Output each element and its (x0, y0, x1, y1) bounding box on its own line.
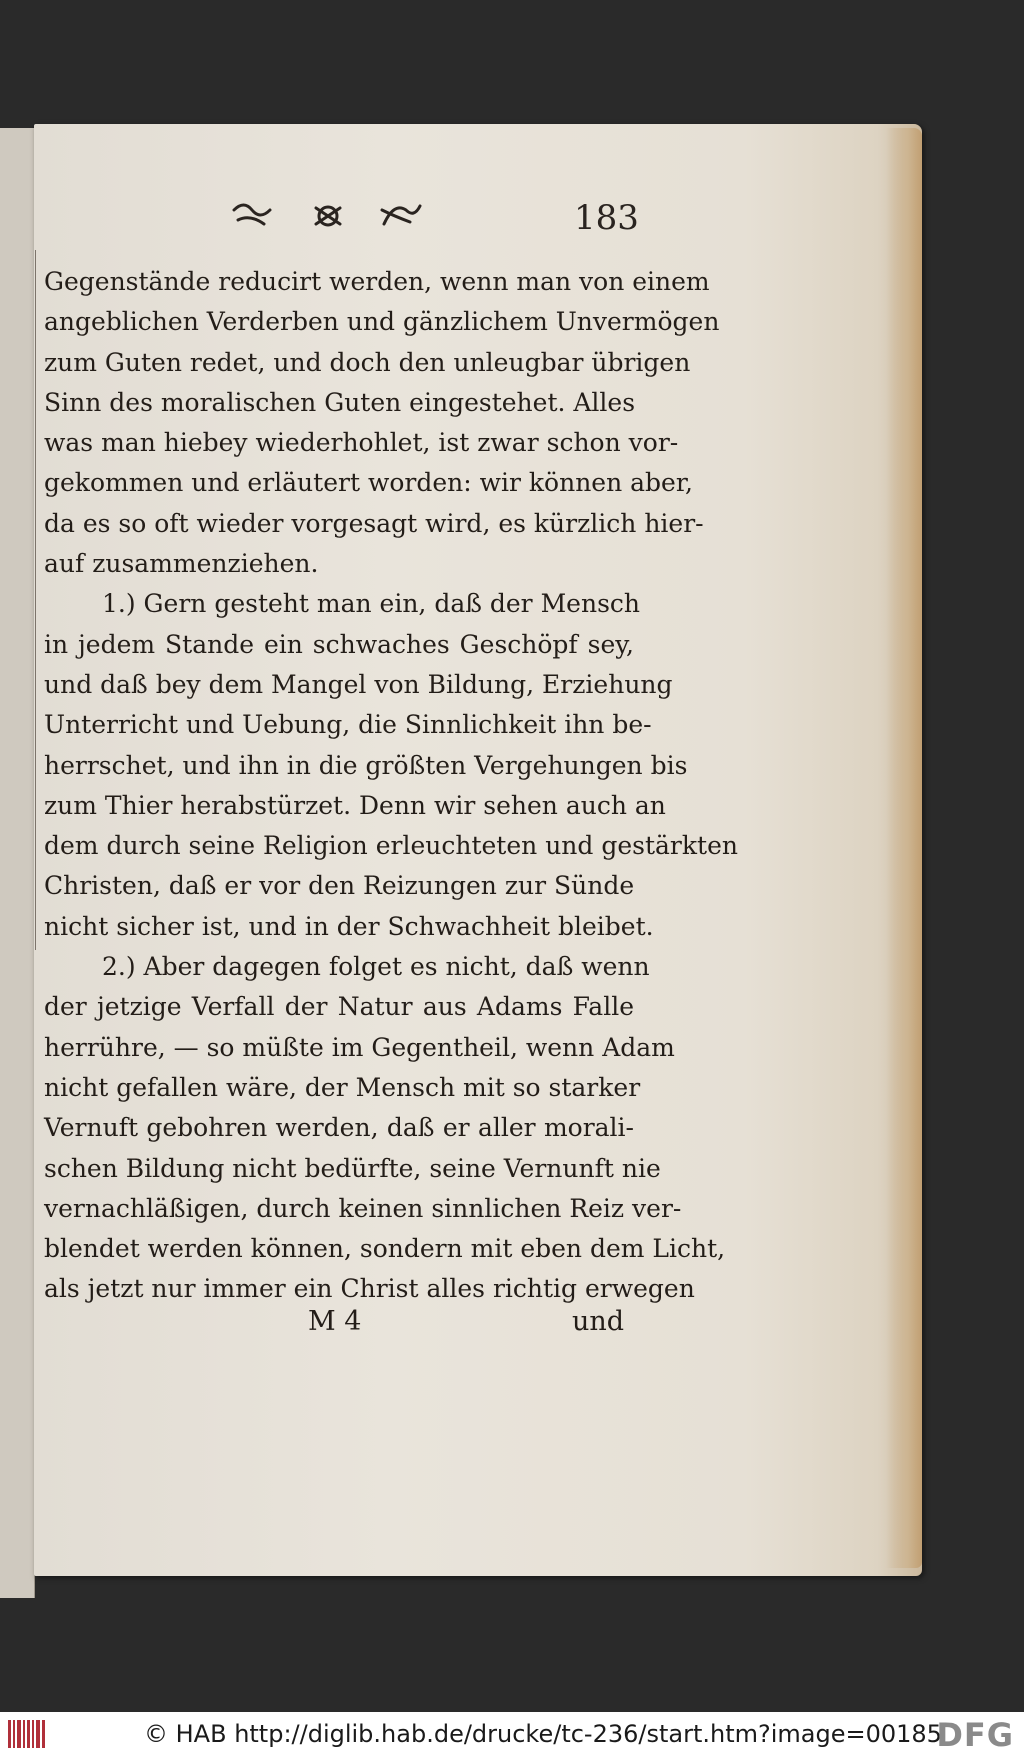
previous-page-edge (0, 128, 35, 1598)
text-line: zum Guten redet, und doch den unleugbar übrigen (44, 347, 691, 377)
text-line: und daß bey dem Mangel von Bildung, Erziehung (44, 669, 673, 699)
body-text (44, 262, 738, 1310)
text-line: 1.) Gern gesteht man ein, daß der Mensch (102, 589, 641, 619)
text-line: Christen, daß er vor den Reizungen zur Sünde (44, 871, 635, 901)
text-line: Sinn des moralischen Guten eingestehet. Alles (44, 387, 636, 417)
text-line: nicht sicher ist, und in der Schwachheit bleibet. (44, 911, 654, 941)
barcode-logo-icon (8, 1720, 46, 1748)
text-line: angeblichen Verderben und gänzlichem Unvermögen (44, 307, 720, 337)
text-line: 2.) Aber dagegen folget es nicht, daß wenn (102, 952, 650, 982)
text-line: in jedem Stande ein schwaches Geschöpf sey, (44, 629, 634, 659)
text-line: vernachläßigen, durch keinen sinnlichen Reiz ver- (44, 1193, 682, 1223)
ornament-icon (224, 196, 424, 236)
text-line: zum Thier herabstürzet. Denn wir sehen auch an (44, 790, 666, 820)
text-line: Unterricht und Uebung, die Sinnlichkeit ihn be- (44, 710, 652, 740)
margin-rule (35, 250, 36, 950)
text-line: Vernuft gebohren werden, daß er aller morali- (44, 1113, 634, 1143)
text-line: schen Bildung nicht bedürfte, seine Vernunft nie (44, 1153, 661, 1183)
signature-mark: M 4 (308, 1306, 362, 1337)
dfg-logo: DFG (936, 1716, 1014, 1754)
text-line: gekommen und erläutert worden: wir können aber, (44, 468, 693, 498)
text-line: herrühre, — so müßte im Gegentheil, wenn Adam (44, 1032, 675, 1062)
page-edge-stain (886, 128, 922, 1568)
text-line: was man hiebey wiederhohlet, ist zwar schon vor- (44, 428, 679, 458)
page-header (188, 196, 638, 244)
text-line: Gegenstände reducirt werden, wenn man von einem (44, 267, 710, 296)
text-line: herrschet, und ihn in die größten Vergehungen bis (44, 750, 688, 780)
credit-bar (0, 1712, 1024, 1755)
page-footer (44, 1306, 634, 1346)
text-line: der jetzige Verfall der Natur aus Adams Falle (44, 992, 634, 1022)
page-number: 183 (574, 198, 639, 238)
catchword: und (571, 1306, 624, 1337)
text-line: da es so oft wieder vorgesagt wird, es kürzlich hier- (44, 508, 704, 538)
text-line: blendet werden können, sondern mit eben dem Licht, (44, 1234, 726, 1264)
credit-link[interactable]: © HAB http://diglib.hab.de/drucke/tc-236/start.htm?image=00185 (144, 1720, 942, 1748)
text-line: nicht gefallen wäre, der Mensch mit so starker (44, 1072, 641, 1102)
text-line: dem durch seine Religion erleuchteten und gestärkten (44, 831, 738, 861)
text-line: als jetzt nur immer ein Christ alles richtig erwegen (44, 1274, 695, 1304)
text-line: auf zusammenziehen. (44, 549, 319, 579)
